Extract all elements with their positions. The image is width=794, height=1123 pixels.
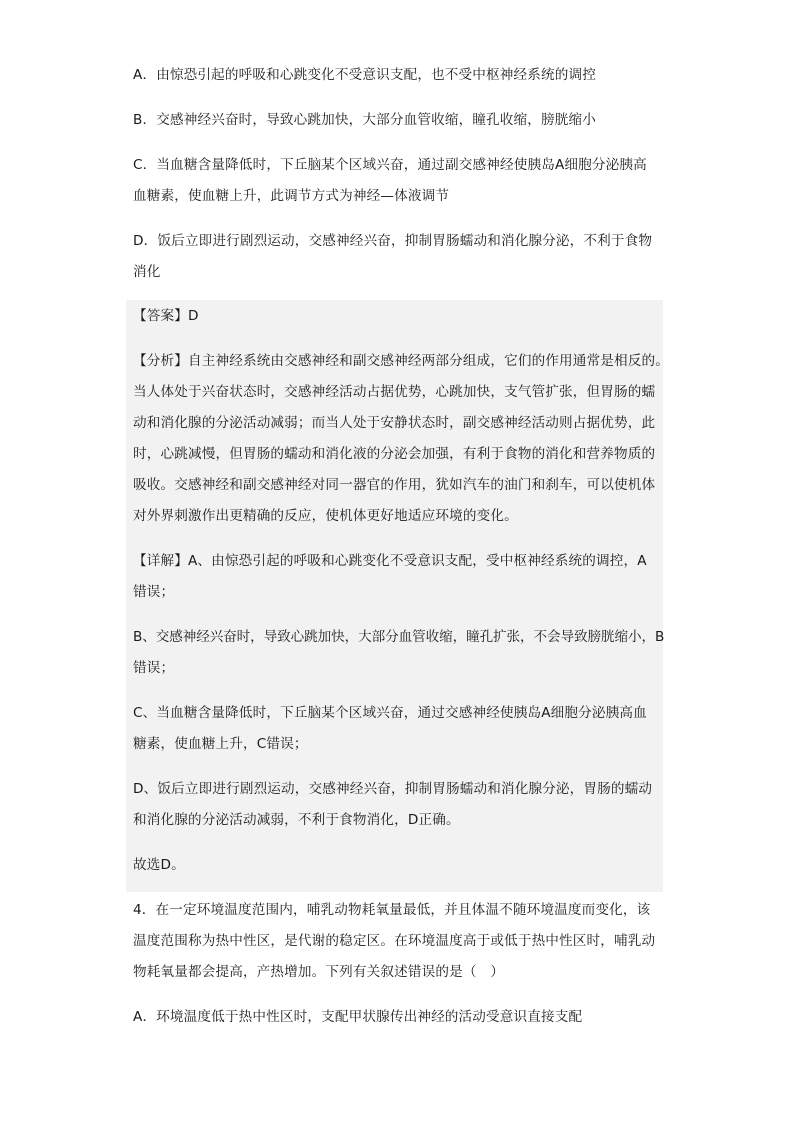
detail-d-line-1: D、饭后立即进行剧烈运动，交感神经兴奋，抑制胃肠蠕动和消化腺分泌，胃肠的蠕动 [133, 781, 653, 797]
analysis-line-2: 当人体处于兴奋状态时，交感神经活动占据优势，心跳加快，支气管扩张，但胃肠的蠕 [133, 384, 656, 400]
detail-b-line-1: B、交感神经兴奋时，导致心跳加快，大部分血管收缩，瞳孔扩张，不会导致膀胱缩小，B [133, 629, 665, 645]
conclusion-line: 故选D。 [133, 857, 185, 873]
detail-c-line-1: C、当血糖含量降低时，下丘脑某个区域兴奋，通过交感神经使胰岛A细胞分泌胰高血 [133, 705, 647, 721]
detail-a-line-1: 【详解】A、由惊恐引起的呼吸和心跳变化不受意识支配，受中枢神经系统的调控，A [133, 553, 647, 569]
question-4-line-3: 物耗氧量都会提高，产热增加。下列有关叙述错误的是（ ） [133, 964, 505, 980]
answer-line: 【答案】D [133, 308, 199, 324]
option-d-line-2: 消化 [133, 264, 161, 280]
analysis-line-1: 【分析】自主神经系统由交感神经和副交感神经两部分组成，它们的作用通常是相反的。 [133, 353, 670, 369]
question-4-line-2: 温度范围称为热中性区，是代谢的稳定区。在环境温度高于或低于热中性区时，哺乳动 [133, 933, 656, 949]
detail-a-line-2: 错误； [133, 584, 175, 600]
option-c-line-2: 血糖素，使血糖上升，此调节方式为神经—体液调节 [133, 188, 450, 204]
detail-b-line-2: 错误； [133, 660, 175, 676]
question-4-option-a: A．环境温度低于热中性区时，支配甲状腺传出神经的活动受意识直接支配 [133, 1009, 583, 1025]
option-c-line-1: C．当血糖含量降低时，下丘脑某个区域兴奋，通过副交感神经使胰岛A细胞分泌胰高 [133, 157, 647, 173]
question-4-line-1: 4．在一定环境温度范围内，哺乳动物耗氧量最低，并且体温不随环境温度而变化，该 [133, 902, 651, 918]
option-a: A．由惊恐引起的呼吸和心跳变化不受意识支配，也不受中枢神经系统的调控 [133, 67, 596, 83]
detail-c-line-2: 糖素，使血糖上升，C错误； [133, 736, 308, 752]
analysis-line-4: 时，心跳减慢，但胃肠的蠕动和消化液的分泌会加强，有利于食物的消化和营养物质的 [133, 446, 656, 462]
analysis-line-5: 吸收。交感神经和副交感神经对同一器官的作用，犹如汽车的油门和刹车，可以使机体 [133, 477, 656, 493]
option-d-line-1: D．饭后立即进行剧烈运动，交感神经兴奋，抑制胃肠蠕动和消化腺分泌，不利于食物 [133, 233, 653, 249]
option-b: B．交感神经兴奋时，导致心跳加快，大部分血管收缩，瞳孔收缩，膀胱缩小 [133, 112, 597, 128]
analysis-line-6: 对外界刺激作出更精确的反应，使机体更好地适应环境的变化。 [133, 508, 518, 524]
analysis-line-3: 动和消化腺的分泌活动减弱；而当人处于安静状态时，副交感神经活动则占据优势，此 [133, 415, 656, 431]
detail-d-line-2: 和消化腺的分泌活动减弱，不利于食物消化，D正确。 [133, 812, 460, 828]
